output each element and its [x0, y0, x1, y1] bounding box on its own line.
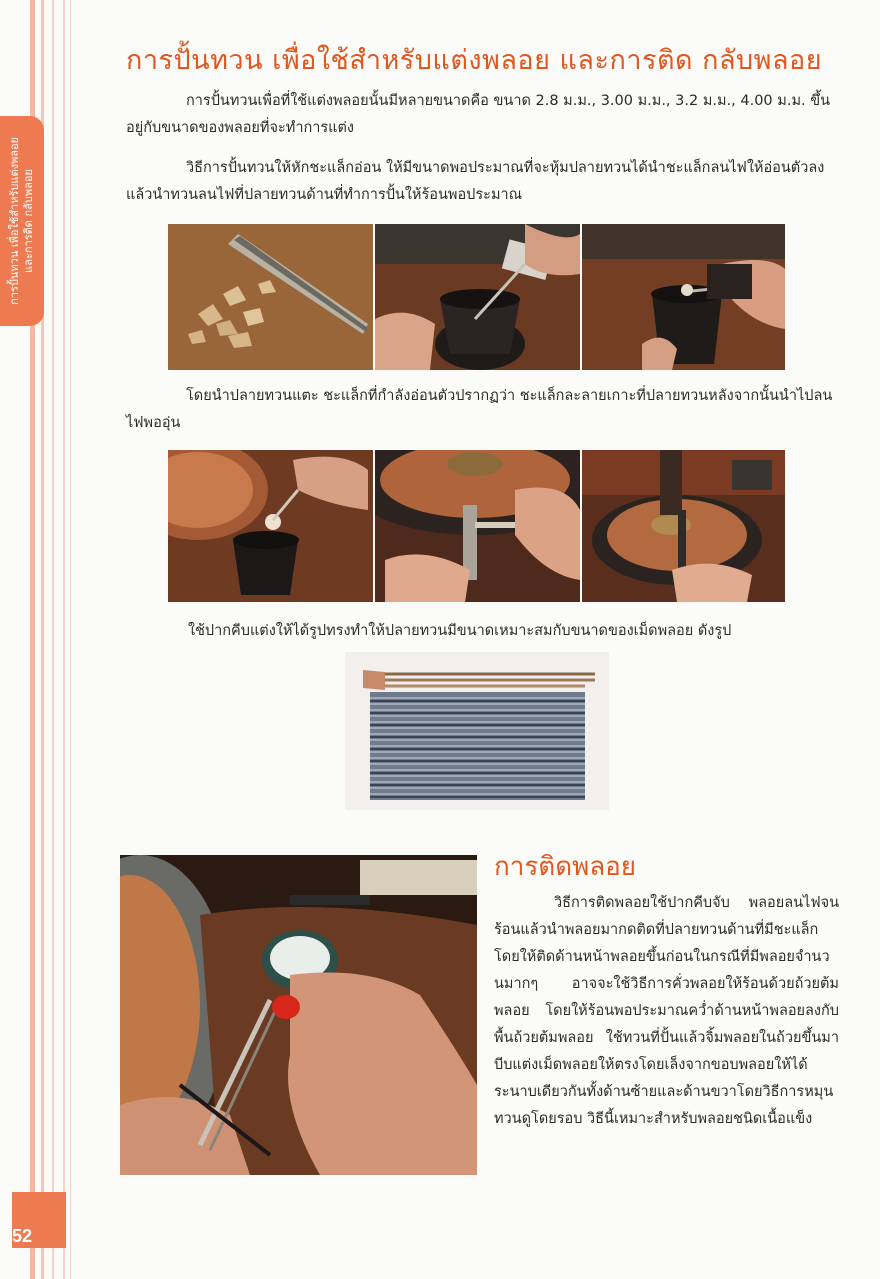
photo-warming-tip [375, 450, 580, 602]
photo-setting-gemstone [120, 855, 477, 1175]
decorative-stripe [70, 0, 71, 1279]
decorative-stripe [52, 0, 54, 1279]
photo-shaping-shellac [582, 224, 785, 370]
photo-heating-shellac [375, 224, 580, 370]
paragraph-shellac-method: วิธีการปั้นทวนให้หักชะแล็กอ่อน ให้มีขนาดพอประมาณที่จะหุ้มปลายทวนได้นำชะแล็กลนไฟให้อ่อนตัวลงแล้วนำทวนลนไฟที่ปลายทวนด้านที่ทำการปั้นให้ร้อนพอประมาณ [126, 160, 825, 203]
decorative-stripe [63, 0, 65, 1279]
paragraph-shaping-tip: ใช้ปากคีบแต่งให้ได้รูปทรงทำให้ปลายทวนมีขนาดเหมาะสมกับขนาดของเม็ดพลอย ดังรูป [188, 623, 732, 639]
paragraph-touching-shellac: โดยนำปลายทวนแตะ ชะแล็กที่กำลังอ่อนตัวปรากฏว่า ชะแล็กละลายเกาะที่ปลายทวนหลังจากนั้นนำไปลนไฟพออุ่น [126, 388, 833, 431]
page-number: 52 [12, 1226, 33, 1246]
chapter-side-tab [0, 116, 44, 326]
photo-dop-sticks [345, 652, 609, 810]
side-tab-line1: การปั้นทวน เพื่อใช้สำหรับแต่งพลอย [8, 137, 21, 305]
paragraph-tool-sizes: การปั้นทวนเพื่อที่ใช้แต่งพลอยนั้นมีหลายขนาดคือ ขนาด 2.8 ม.ม., 3.00 ม.ม., 3.2 ม.ม., 4.00 ม.ม. ขึ้นอยู่กับขนาดของพลอยที่จะทำการแต่ง [126, 93, 831, 136]
photo-lathe-heating [582, 450, 785, 602]
photo-tip-in-shellac [168, 450, 373, 602]
photo-shellac-pieces [168, 224, 373, 370]
paragraph-gem-setting: วิธีการติดพลอยใช้ปากคีบจับ พลอยลนไฟจนร้อนแล้วนำพลอยมากดติดที่ปลายทวนด้านที่มีชะแล็ก โดยให้ติดด้านหน้าพลอยขึ้นก่อนในกรณีที่มีพลอยจำนวนมากๆ อาจจะใช้วิธีการคั่วพลอยให้ร้อนด้วยถ้วยต้มพลอย โดยให้ร้อนพอประมาณคว่ำด้านหน้าพลอยลงกับพื้นถ้วยต้มพลอย ใช้ทวนที่ปั้นแล้วจิ้มพลอยในถ้วยขึ้นมาบีบแต่งเม็ดพลอยให้ตรงโดยเล็งจากขอบพลอยให้ได้ระนาบเดียวกันทั้งด้านซ้ายและด้านขวาโดยวิธีการหมุนทวนดูโดยรอบ วิธีนี้เหมาะสำหรับพลอยชนิดเนื้อแข็ง [494, 895, 839, 1127]
section-heading-gem-setting: การติดพลอย [494, 852, 636, 882]
side-tab-line2: และการติด กลับพลอย [22, 169, 35, 273]
page-title: การปั้นทวน เพื่อใช้สำหรับแต่งพลอย และการติด กลับพลอย [126, 45, 823, 76]
